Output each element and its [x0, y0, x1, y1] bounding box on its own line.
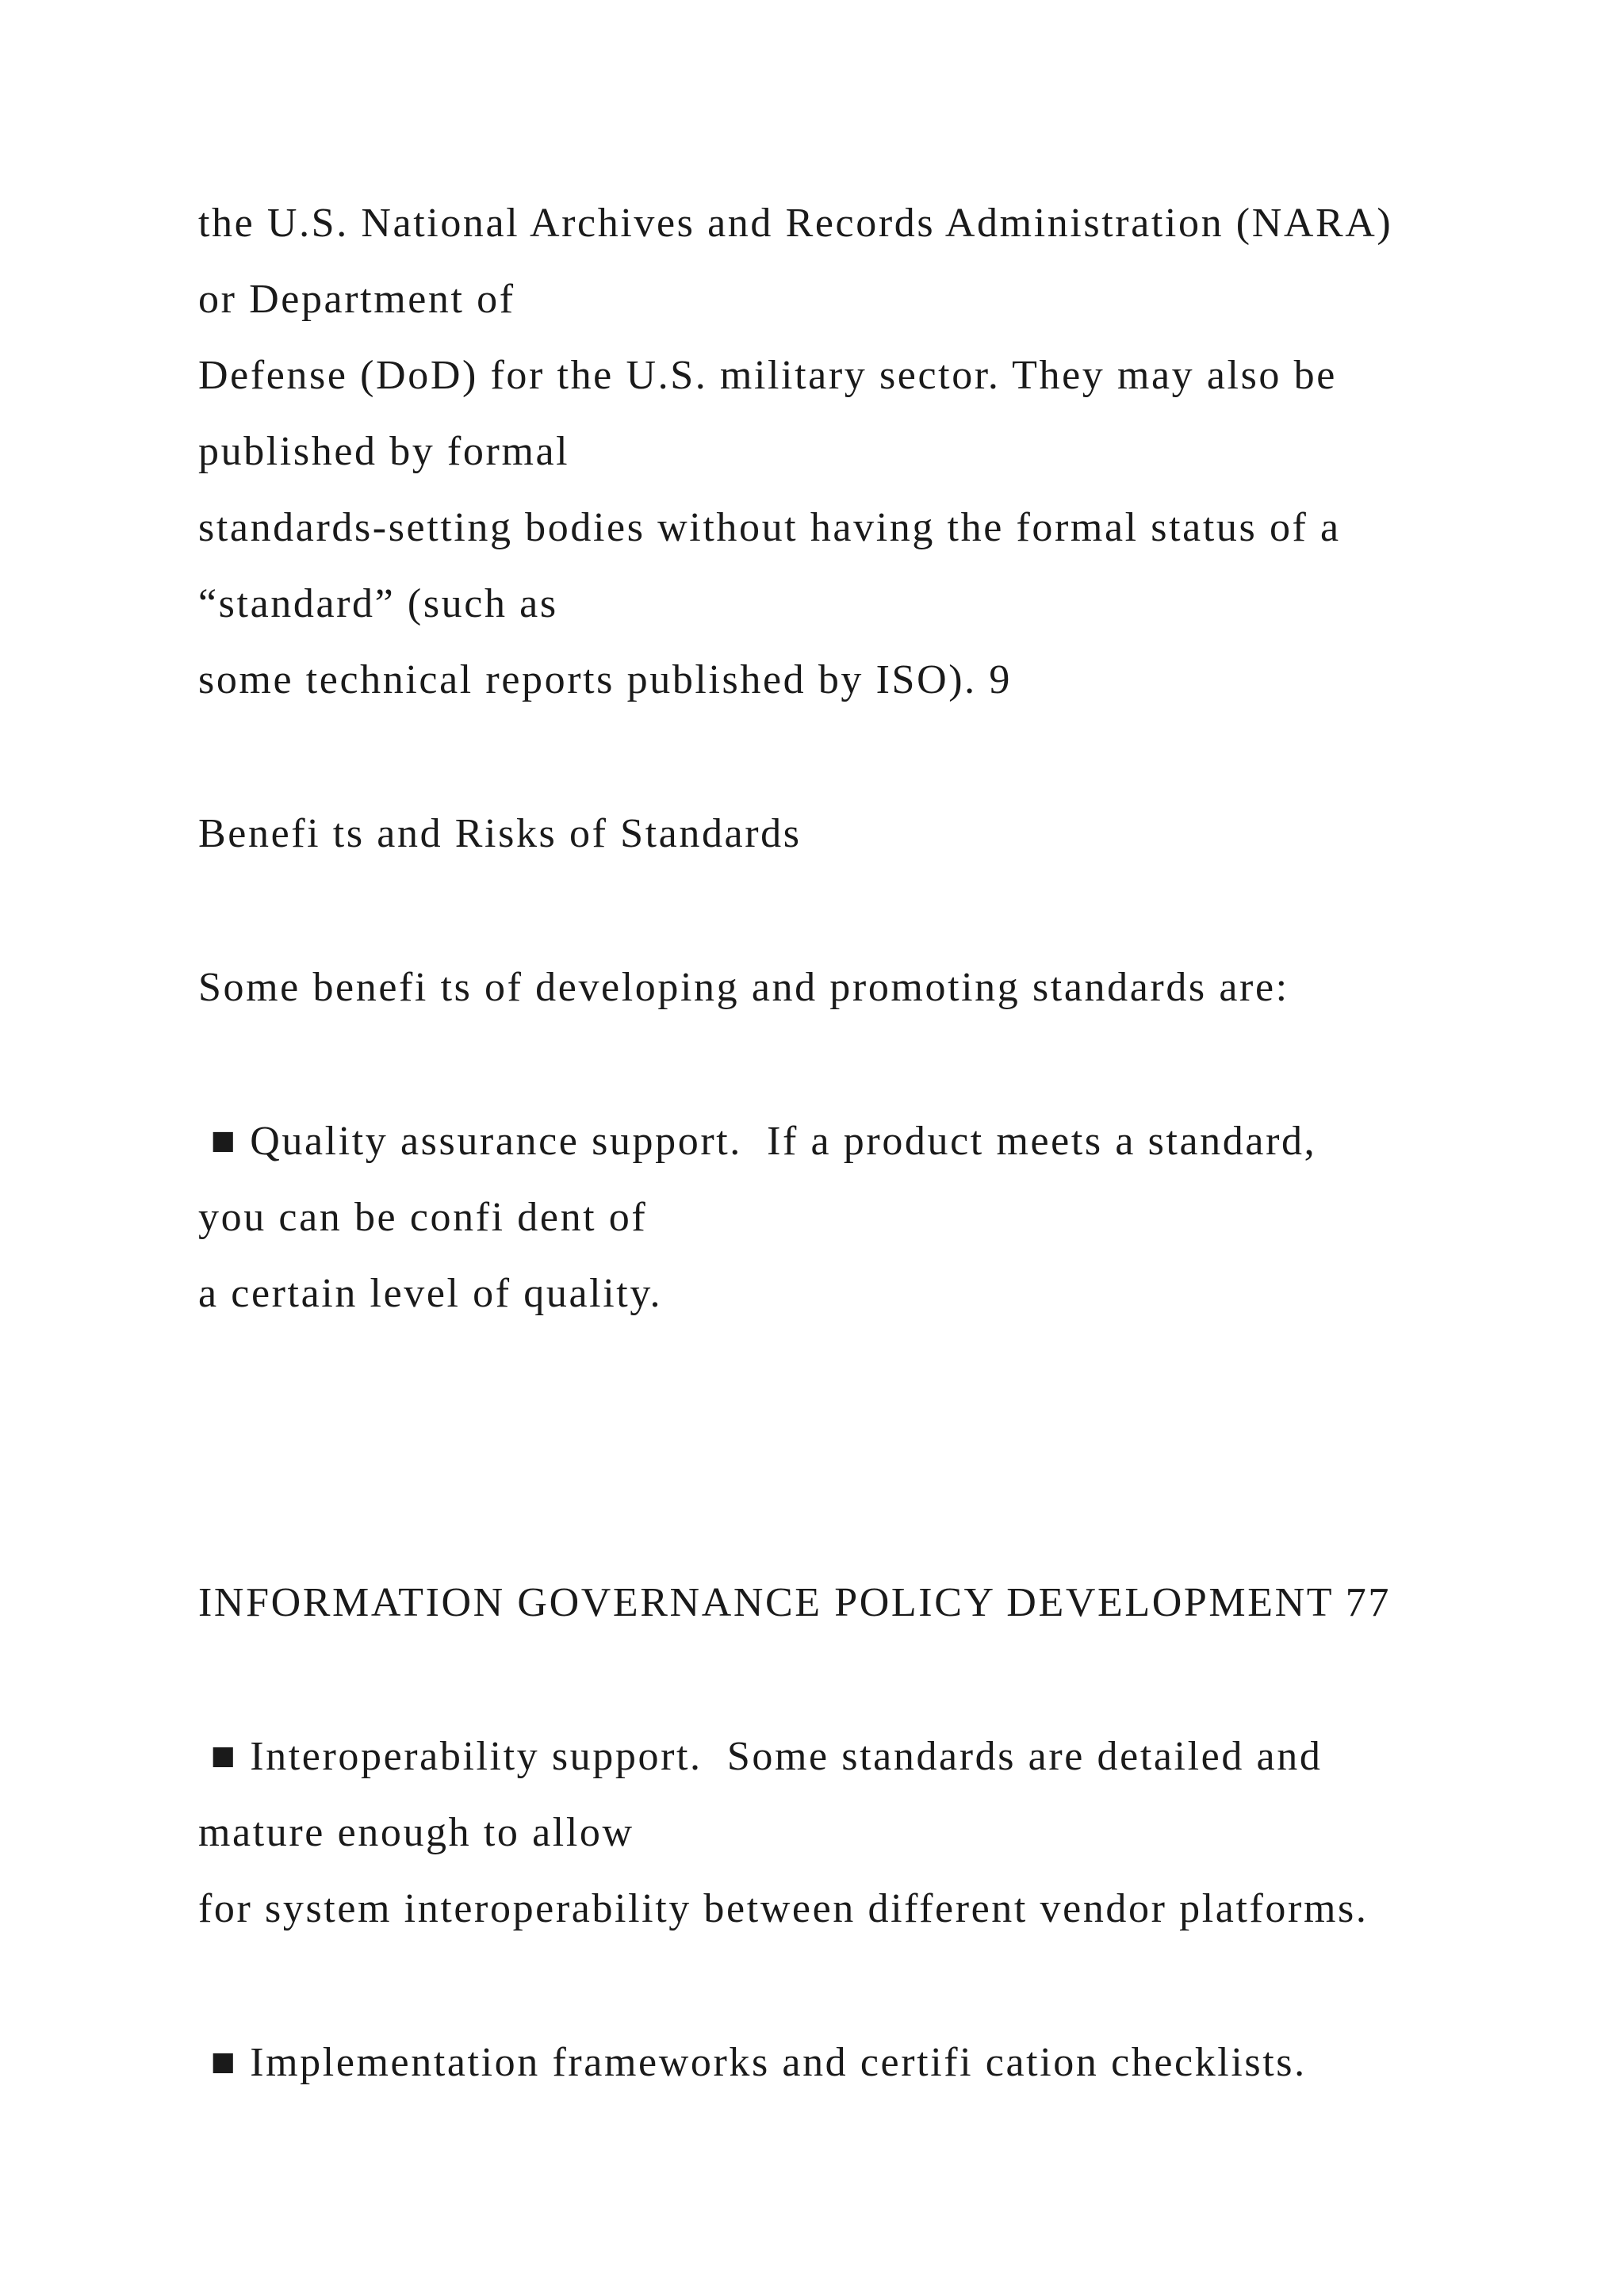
paragraph-line: some technical reports published by ISO). 9	[198, 657, 1012, 702]
running-header: INFORMATION GOVERNANCE POLICY DEVELOPMENT 77	[198, 1580, 1391, 1625]
paragraph-line: Some benefi ts of developing and promoting standards are:	[198, 965, 1289, 1010]
paragraph-line: “standard” (such as	[198, 581, 558, 626]
bullet-item-line: ■ Implementation frameworks and certifi cation checklists.	[198, 2040, 1307, 2085]
bullet-item-line: you can be confi dent of	[198, 1195, 648, 1240]
bullet-item-line: a certain level of quality.	[198, 1271, 663, 1316]
paragraph-line: the U.S. National Archives and Records Administration (NARA)	[198, 201, 1393, 246]
paragraph-line: published by formal	[198, 429, 570, 474]
paragraph-line: Defense (DoD) for the U.S. military sector. They may also be	[198, 353, 1337, 398]
section-heading: Benefi ts and Risks of Standards	[198, 811, 802, 856]
paragraph-line: or Department of	[198, 277, 515, 322]
bullet-item-line: ■ Quality assurance support. If a product meets a standard,	[198, 1119, 1317, 1164]
bullet-item-line: mature enough to allow	[198, 1810, 634, 1855]
bullet-item-line: for system interoperability between different vendor platforms.	[198, 1886, 1369, 1931]
paragraph-line: standards-setting bodies without having the formal status of a	[198, 505, 1341, 550]
bullet-item-line: ■ Interoperability support. Some standards are detailed and	[198, 1734, 1323, 1779]
